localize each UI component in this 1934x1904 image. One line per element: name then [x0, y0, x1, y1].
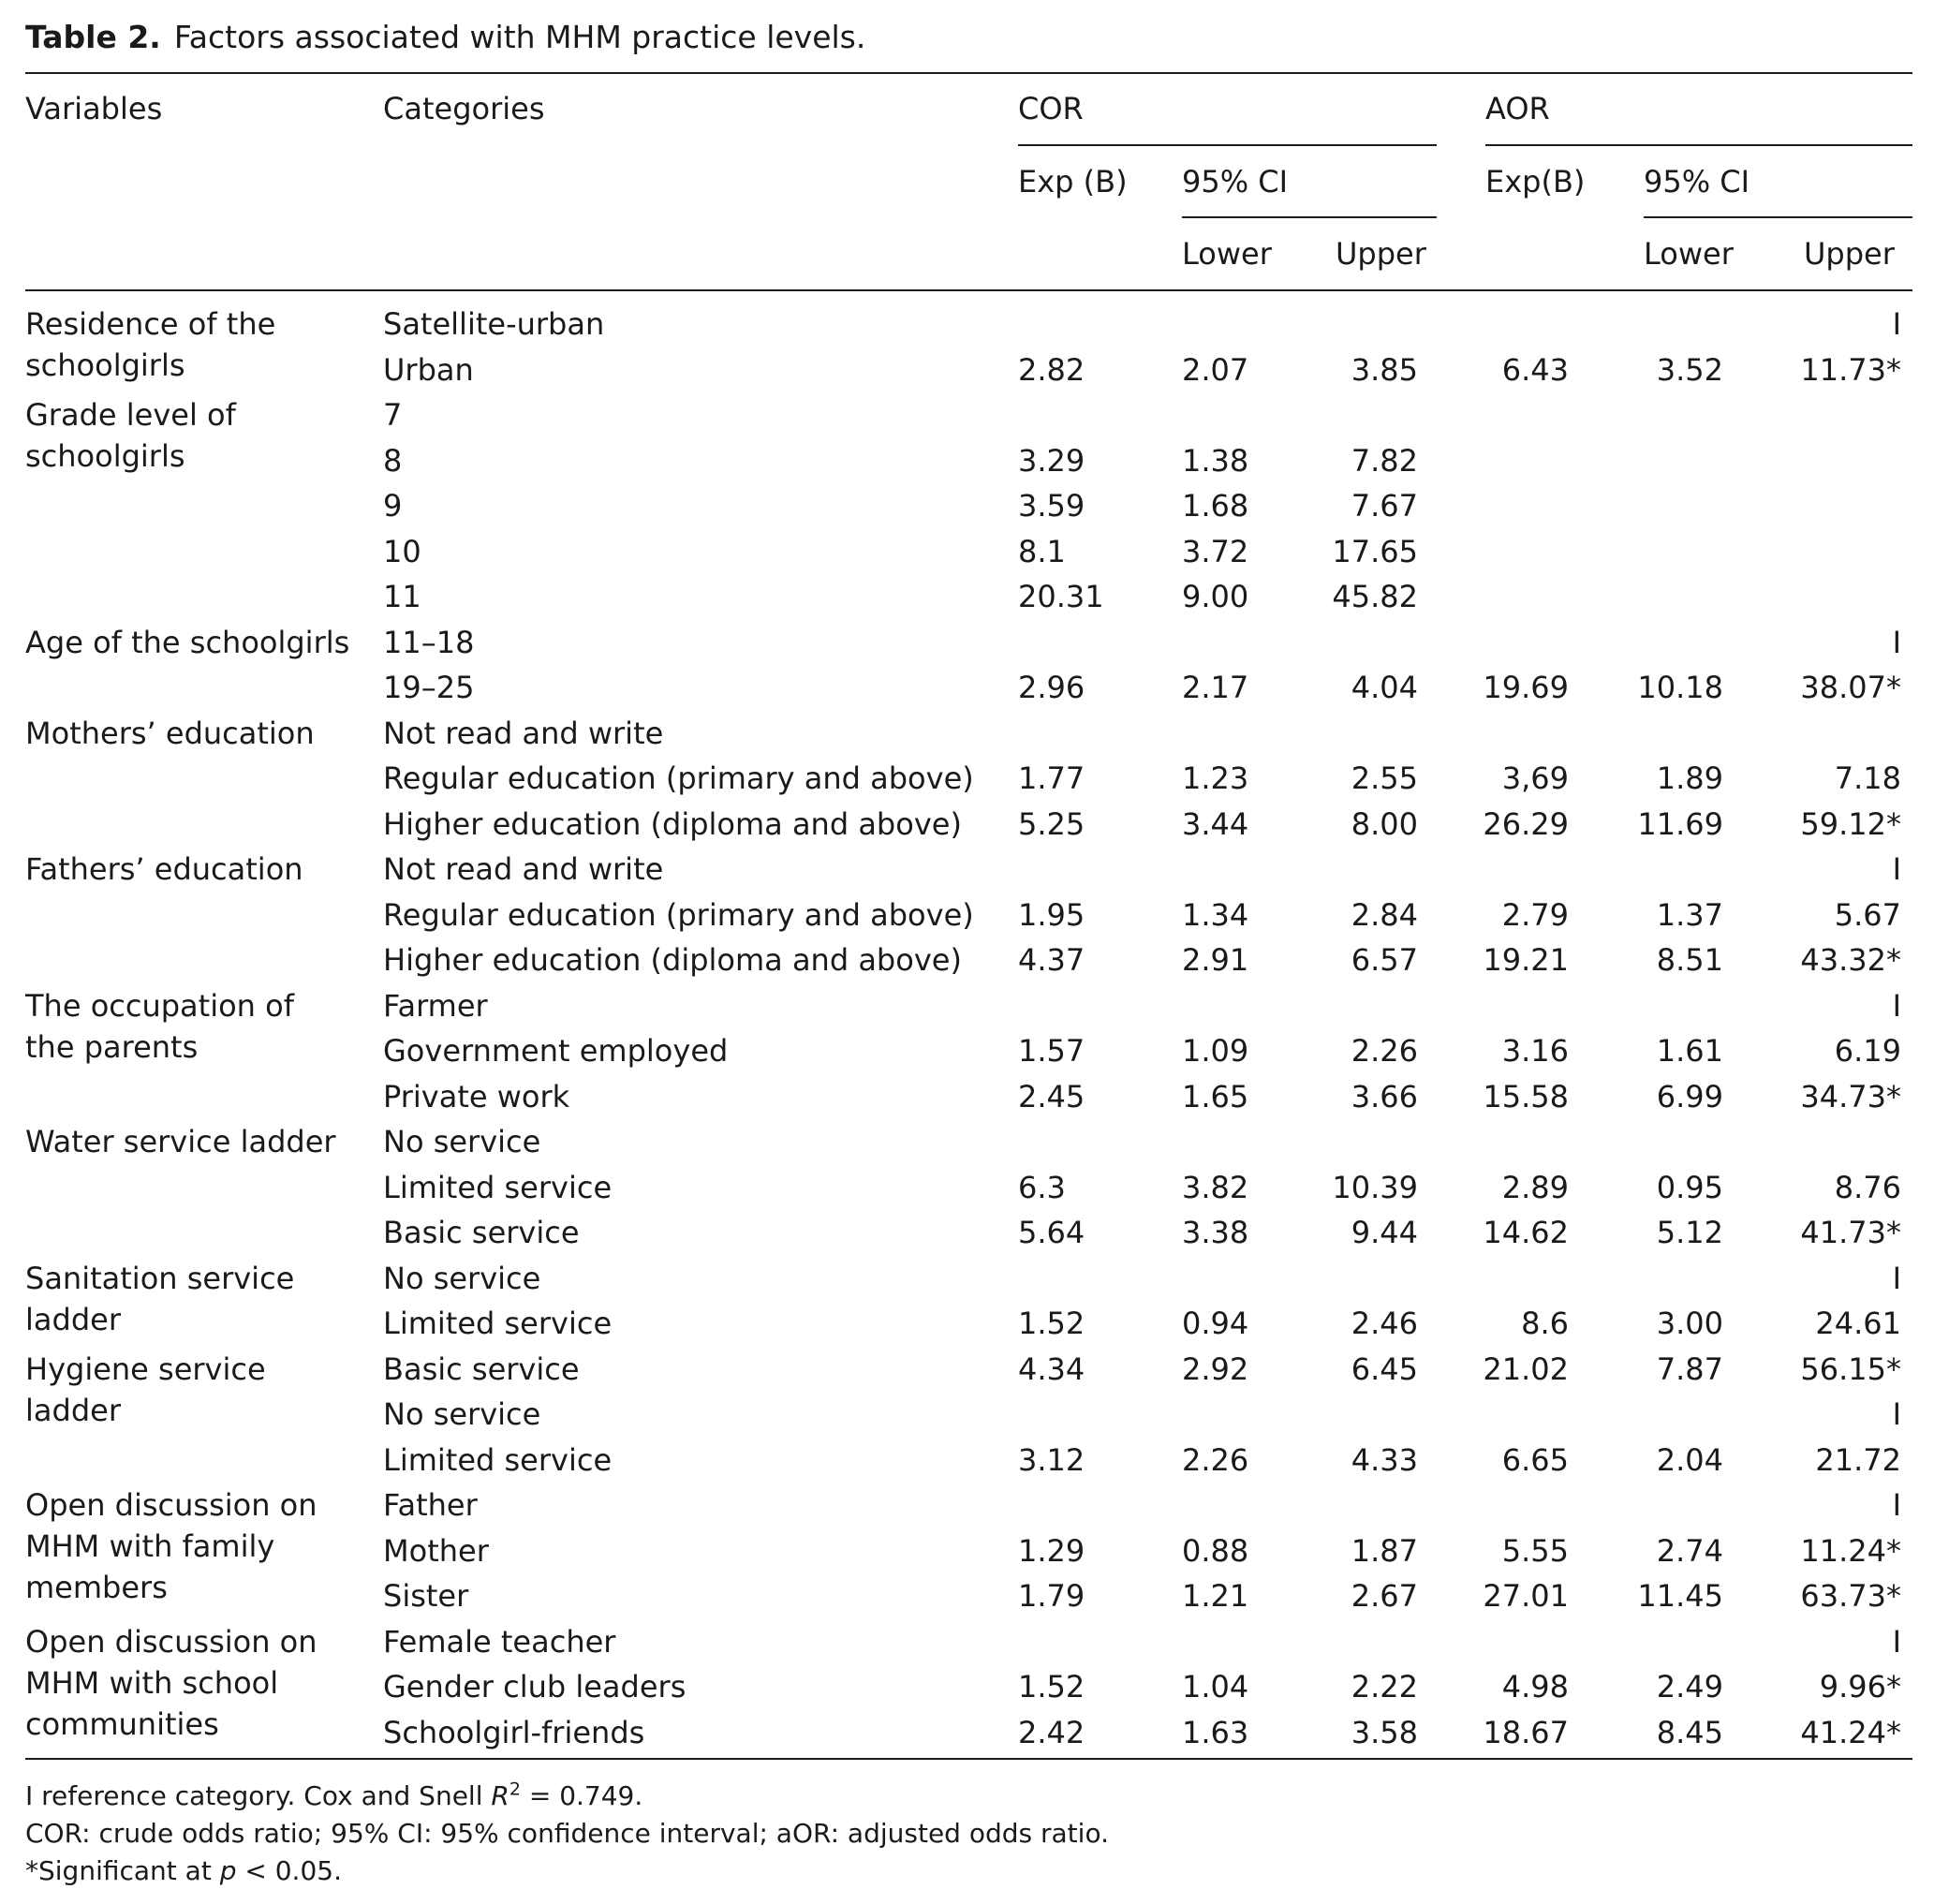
cell-aor-lo: 2.74 — [1656, 1532, 1723, 1569]
header-aor-ci: 95% CI — [1644, 164, 1750, 199]
aor-ci-rule — [1644, 216, 1912, 218]
category-label: Regular education (primary and above) — [383, 896, 974, 933]
cell-aor-lo: 11.45 — [1637, 1578, 1723, 1614]
variable-name: ladder — [25, 1392, 121, 1428]
table-caption — [25, 17, 865, 58]
cell-aor-lo: 11.69 — [1637, 805, 1723, 842]
cell-cor-lo: 1.68 — [1182, 488, 1249, 524]
variable-name: The occupation of — [25, 987, 294, 1024]
cell-cor-lo: 3.72 — [1182, 533, 1249, 569]
category-label: Sister — [383, 1578, 469, 1614]
category-label: 7 — [383, 397, 403, 433]
category-label: Schoolgirl-friends — [383, 1714, 645, 1750]
cell-cor-hi: 2.67 — [1351, 1578, 1418, 1614]
category-label: 8 — [383, 442, 403, 479]
cell-cor-b: 3.29 — [1018, 442, 1085, 479]
cell-aor-b: 27.01 — [1483, 1578, 1569, 1614]
cell-cor-hi: 9.44 — [1351, 1215, 1418, 1250]
cell-cor-lo: 3.38 — [1182, 1215, 1249, 1250]
cell-aor-lo: 8.51 — [1656, 942, 1723, 978]
variable-name: Water service ladder — [25, 1124, 336, 1159]
table-title: Factors associated with MHM practice levels. — [173, 19, 866, 55]
cell-aor-hi: 38.07* — [1800, 670, 1901, 705]
cell-aor-lo: 10.18 — [1637, 670, 1723, 705]
cor-ci-rule — [1182, 216, 1437, 218]
cell-aor-b: 15.58 — [1483, 1078, 1569, 1114]
cell-aor-b: 4.98 — [1501, 1669, 1569, 1705]
cell-cor-hi: 8.00 — [1351, 805, 1418, 842]
aor-span-rule — [1485, 144, 1912, 146]
header-variables: Variables — [25, 91, 163, 126]
cell-cor-lo: 1.09 — [1182, 1033, 1249, 1069]
variable-name: MHM with school — [25, 1664, 279, 1701]
cell-aor-hi: I — [1892, 1623, 1901, 1660]
cell-cor-b: 2.42 — [1018, 1714, 1085, 1750]
cell-aor-lo: 1.37 — [1656, 896, 1723, 933]
cell-cor-hi: 2.22 — [1351, 1669, 1418, 1705]
cell-cor-b: 1.29 — [1018, 1532, 1085, 1569]
cell-cor-lo: 1.63 — [1182, 1714, 1249, 1750]
cell-cor-lo: 1.04 — [1182, 1669, 1249, 1705]
category-label: 11 — [383, 579, 421, 614]
cell-aor-hi: I — [1892, 851, 1901, 887]
cell-cor-b: 5.64 — [1018, 1215, 1085, 1250]
variable-name: Residence of the — [25, 306, 276, 342]
cell-aor-hi: I — [1892, 987, 1901, 1024]
cell-cor-hi: 3.85 — [1351, 351, 1418, 388]
cell-aor-b: 21.02 — [1483, 1351, 1569, 1387]
category-label: Not read and write — [383, 851, 664, 887]
category-label: No service — [383, 1260, 541, 1296]
cell-cor-b: 1.79 — [1018, 1578, 1085, 1614]
variable-name: MHM with family — [25, 1528, 275, 1564]
cell-cor-b: 2.96 — [1018, 670, 1085, 705]
cell-cor-lo: 2.26 — [1182, 1441, 1249, 1478]
cell-cor-hi: 6.57 — [1351, 942, 1418, 978]
category-label: Farmer — [383, 987, 488, 1024]
cell-aor-hi: 41.24* — [1800, 1714, 1901, 1750]
category-label: 10 — [383, 533, 421, 569]
cell-cor-lo: 0.88 — [1182, 1532, 1249, 1569]
cell-aor-hi: 34.73* — [1800, 1078, 1901, 1114]
cell-aor-hi: 11.73* — [1800, 351, 1901, 388]
cell-cor-b: 3.59 — [1018, 488, 1085, 524]
cell-cor-lo: 2.17 — [1182, 670, 1249, 705]
header-aor-upper: Upper — [1804, 236, 1895, 272]
header-cor-upper: Upper — [1336, 236, 1426, 272]
category-label: Government employed — [383, 1033, 729, 1069]
footnote-significance: *Significant at p < 0.05. — [25, 1855, 342, 1886]
cell-aor-b: 14.62 — [1483, 1215, 1569, 1250]
cell-cor-b: 1.52 — [1018, 1306, 1085, 1341]
category-label: Not read and write — [383, 715, 664, 751]
variable-name: Fathers’ education — [25, 851, 303, 887]
category-label: 19–25 — [383, 670, 475, 705]
variable-name: ladder — [25, 1301, 121, 1337]
footnote-abbreviations: COR: crude odds ratio; 95% CI: 95% confidence interval; aOR: adjusted odds ratio. — [25, 1818, 1109, 1849]
variable-name: Mothers’ education — [25, 715, 315, 751]
category-label: 9 — [383, 488, 403, 524]
cell-cor-b: 1.57 — [1018, 1033, 1085, 1069]
variable-name: Sanitation service — [25, 1260, 295, 1296]
cell-aor-lo: 2.49 — [1656, 1669, 1723, 1705]
cell-cor-b: 1.52 — [1018, 1669, 1085, 1705]
variable-name: Hygiene service — [25, 1351, 266, 1387]
footnote-reference: I reference category. Cox and Snell $R^2 = 0.749$. — [25, 1779, 643, 1811]
category-label: Basic service — [383, 1215, 580, 1250]
cell-cor-hi: 17.65 — [1332, 533, 1418, 569]
category-label: Higher education (diploma and above) — [383, 942, 962, 978]
category-label: Urban — [383, 351, 474, 388]
cell-cor-hi: 7.67 — [1351, 488, 1418, 524]
cell-aor-lo: 2.04 — [1656, 1441, 1723, 1478]
category-label: Higher education (diploma and above) — [383, 805, 962, 842]
category-label: Mother — [383, 1532, 489, 1569]
category-label: Gender club leaders — [383, 1669, 686, 1705]
category-label: Private work — [383, 1078, 570, 1114]
cell-aor-lo: 1.89 — [1656, 760, 1723, 796]
cell-aor-hi: I — [1892, 1396, 1901, 1432]
category-label: No service — [383, 1396, 541, 1432]
cell-cor-lo: 2.92 — [1182, 1351, 1249, 1387]
category-label: Regular education (primary and above) — [383, 760, 974, 796]
cell-aor-lo: 0.95 — [1656, 1169, 1723, 1205]
category-label: 11–18 — [383, 624, 475, 660]
cell-cor-b: 6.3 — [1018, 1169, 1066, 1205]
cell-aor-b: 18.67 — [1483, 1714, 1569, 1750]
variable-name: schoolgirls — [25, 438, 185, 474]
variable-name: communities — [25, 1705, 219, 1742]
cell-aor-hi: 5.67 — [1834, 896, 1901, 933]
cell-cor-lo: 1.21 — [1182, 1578, 1249, 1614]
variable-name: Open discussion on — [25, 1487, 317, 1523]
top-rule — [25, 72, 1912, 74]
cell-cor-b: 1.95 — [1018, 896, 1085, 933]
cell-cor-hi: 2.46 — [1351, 1306, 1418, 1341]
header-cor: COR — [1018, 91, 1084, 126]
cell-cor-hi: 7.82 — [1351, 442, 1418, 479]
cor-span-rule — [1018, 144, 1437, 146]
cell-aor-b: 8.6 — [1521, 1306, 1569, 1341]
variable-name: Open discussion on — [25, 1623, 317, 1660]
cell-cor-b: 2.45 — [1018, 1078, 1085, 1114]
cell-aor-b: 3,69 — [1501, 760, 1569, 796]
cell-aor-b: 6.65 — [1501, 1441, 1569, 1478]
cell-aor-lo: 7.87 — [1656, 1351, 1723, 1387]
cell-cor-hi: 1.87 — [1351, 1532, 1418, 1569]
cell-cor-hi: 10.39 — [1332, 1169, 1418, 1205]
cell-aor-hi: 59.12* — [1800, 805, 1901, 842]
cell-cor-b: 1.77 — [1018, 760, 1085, 796]
cell-aor-hi: I — [1892, 624, 1901, 660]
cell-aor-hi: 6.19 — [1834, 1033, 1901, 1069]
cell-aor-lo: 3.00 — [1656, 1306, 1723, 1341]
header-bottom-rule — [25, 289, 1912, 291]
cell-aor-b: 26.29 — [1483, 805, 1569, 842]
cell-aor-hi: 7.18 — [1834, 760, 1901, 796]
cell-cor-b: 8.1 — [1018, 533, 1066, 569]
cell-aor-hi: 41.73* — [1800, 1215, 1901, 1250]
cell-aor-hi: 21.72 — [1815, 1441, 1901, 1478]
cell-aor-hi: I — [1892, 1260, 1901, 1296]
cell-aor-b: 3.16 — [1501, 1033, 1569, 1069]
category-label: Limited service — [383, 1306, 613, 1341]
category-label: Limited service — [383, 1169, 613, 1205]
cell-cor-b: 3.12 — [1018, 1441, 1085, 1478]
cell-cor-lo: 1.65 — [1182, 1078, 1249, 1114]
category-label: Basic service — [383, 1351, 580, 1387]
cell-aor-hi: I — [1892, 1487, 1901, 1523]
cell-cor-hi: 3.66 — [1351, 1078, 1418, 1114]
variable-name: the parents — [25, 1028, 199, 1065]
cell-cor-lo: 2.07 — [1182, 351, 1249, 388]
cell-cor-hi: 3.58 — [1351, 1714, 1418, 1750]
category-label: Satellite-urban — [383, 306, 605, 342]
cell-cor-lo: 1.34 — [1182, 896, 1249, 933]
cell-aor-lo: 1.61 — [1656, 1033, 1723, 1069]
cell-aor-hi: 8.76 — [1834, 1169, 1901, 1205]
variable-name: Age of the schoolgirls — [25, 624, 350, 660]
header-aor-expb: Exp(B) — [1485, 164, 1586, 199]
cell-cor-hi: 2.84 — [1351, 896, 1418, 933]
header-aor: AOR — [1485, 91, 1550, 126]
header-categories: Categories — [383, 91, 545, 126]
cell-cor-lo: 0.94 — [1182, 1306, 1249, 1341]
cell-aor-hi: I — [1892, 306, 1901, 342]
cell-aor-hi: 63.73* — [1800, 1578, 1901, 1614]
header-cor-lower: Lower — [1182, 236, 1272, 272]
cell-cor-lo: 3.82 — [1182, 1169, 1249, 1205]
cell-cor-hi: 45.82 — [1332, 579, 1418, 614]
cell-cor-hi: 2.26 — [1351, 1033, 1418, 1069]
cell-cor-hi: 4.33 — [1351, 1441, 1418, 1478]
cell-aor-b: 6.43 — [1501, 351, 1569, 388]
header-aor-lower: Lower — [1644, 236, 1734, 272]
cell-cor-b: 4.34 — [1018, 1351, 1085, 1387]
cell-cor-b: 20.31 — [1018, 579, 1104, 614]
variable-name: Grade level of — [25, 397, 236, 433]
cell-aor-b: 5.55 — [1501, 1532, 1569, 1569]
cell-aor-b: 19.21 — [1483, 942, 1569, 978]
bottom-rule — [25, 1758, 1912, 1760]
cell-aor-lo: 3.52 — [1656, 351, 1723, 388]
cell-cor-b: 2.82 — [1018, 351, 1085, 388]
cell-aor-lo: 8.45 — [1656, 1714, 1723, 1750]
cell-cor-lo: 1.23 — [1182, 760, 1249, 796]
cell-cor-hi: 6.45 — [1351, 1351, 1418, 1387]
category-label: Limited service — [383, 1441, 613, 1478]
variable-name: members — [25, 1570, 168, 1605]
header-cor-ci: 95% CI — [1182, 164, 1289, 199]
variable-name: schoolgirls — [25, 347, 185, 383]
table-label: Table 2. — [25, 19, 161, 55]
cell-cor-lo: 3.44 — [1182, 805, 1249, 842]
cell-aor-b: 2.79 — [1501, 896, 1569, 933]
cell-aor-lo: 6.99 — [1656, 1078, 1723, 1114]
header-cor-expb: Exp (B) — [1018, 164, 1128, 199]
cell-aor-hi: 56.15* — [1800, 1351, 1901, 1387]
cell-aor-hi: 24.61 — [1815, 1306, 1901, 1341]
cell-aor-hi: 43.32* — [1800, 942, 1901, 978]
cell-cor-lo: 1.38 — [1182, 442, 1249, 479]
cell-aor-b: 2.89 — [1501, 1169, 1569, 1205]
cell-aor-hi: 9.96* — [1819, 1669, 1901, 1705]
category-label: Father — [383, 1487, 478, 1523]
category-label: No service — [383, 1124, 541, 1159]
cell-cor-hi: 2.55 — [1351, 760, 1418, 796]
cell-cor-hi: 4.04 — [1351, 670, 1418, 705]
cell-cor-lo: 9.00 — [1182, 579, 1249, 614]
cell-aor-b: 19.69 — [1483, 670, 1569, 705]
cell-cor-lo: 2.91 — [1182, 942, 1249, 978]
cell-aor-lo: 5.12 — [1656, 1215, 1723, 1250]
cell-aor-hi: 11.24* — [1800, 1532, 1901, 1569]
cell-cor-b: 5.25 — [1018, 805, 1085, 842]
category-label: Female teacher — [383, 1623, 616, 1660]
cell-cor-b: 4.37 — [1018, 942, 1085, 978]
